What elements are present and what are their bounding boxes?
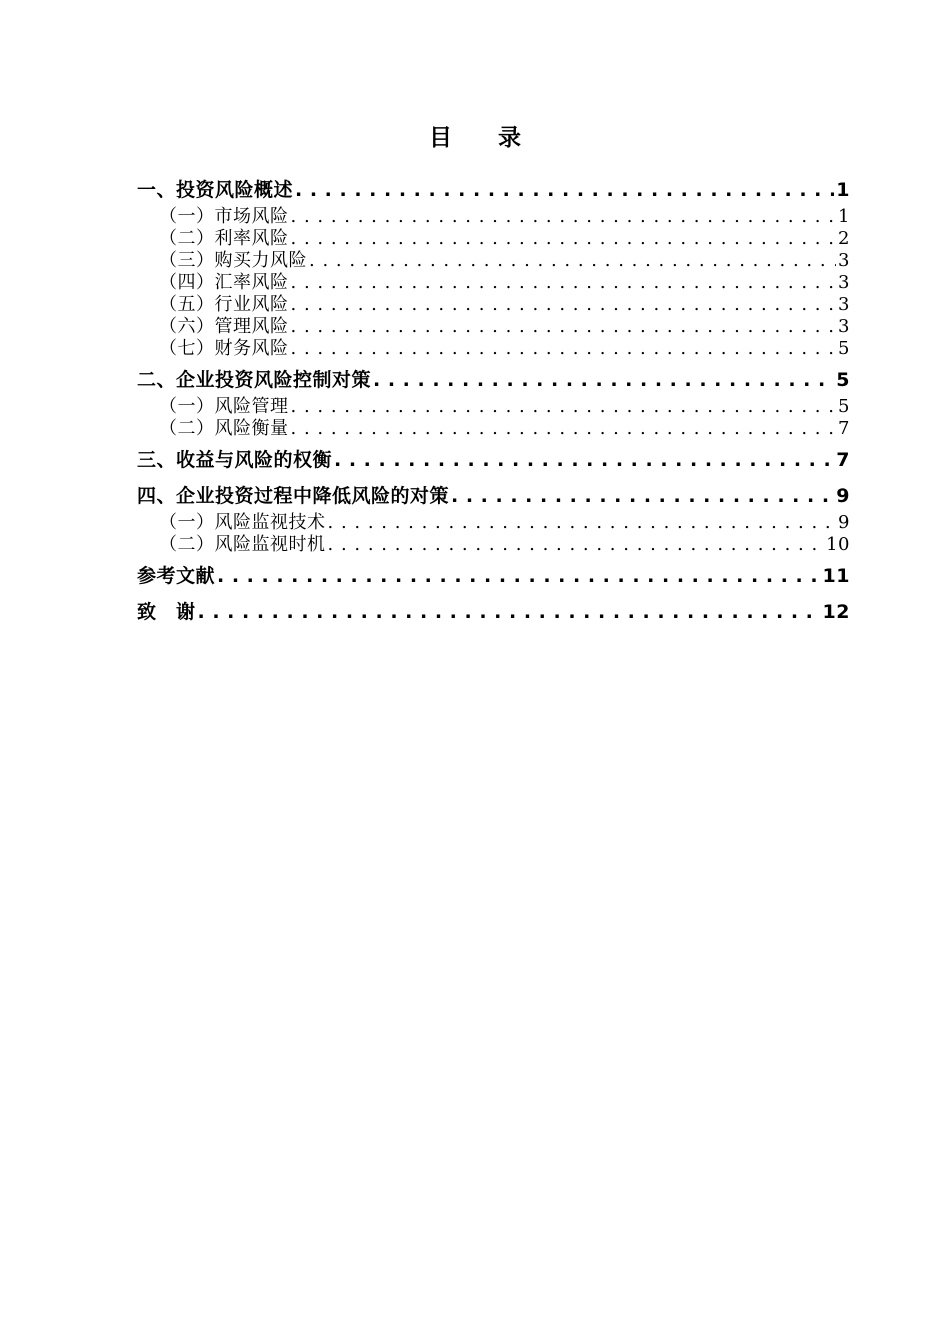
- toc-entry[interactable]: [137, 272, 850, 294]
- toc-entry[interactable]: [137, 396, 850, 418]
- toc-entry-label: 一、投资风险概述: [137, 179, 294, 201]
- toc-entry-label: （五）行业风险: [159, 294, 289, 315]
- toc-entry[interactable]: [137, 364, 850, 396]
- dot-leader: [217, 560, 821, 592]
- toc-entry[interactable]: [137, 534, 850, 556]
- dot-leader: [291, 294, 837, 316]
- toc-entry[interactable]: [137, 560, 850, 592]
- dot-leader: [295, 174, 834, 206]
- toc-entry-page: 1: [838, 206, 850, 227]
- dot-leader: [328, 534, 825, 556]
- toc-entry-page: 11: [822, 565, 850, 587]
- dot-leader: [334, 444, 834, 476]
- table-of-contents: [137, 174, 850, 628]
- toc-entry[interactable]: [137, 444, 850, 476]
- toc-entry-label: （七）财务风险: [159, 338, 289, 359]
- toc-entry-page: 7: [836, 449, 850, 471]
- toc-entry-label: （一）风险监视技术: [159, 512, 326, 533]
- toc-entry-page: 3: [838, 316, 850, 337]
- dot-leader: [309, 250, 836, 272]
- toc-entry-label: （二）利率风险: [159, 228, 289, 249]
- toc-entry[interactable]: [137, 250, 850, 272]
- toc-entry-page: 9: [838, 512, 850, 533]
- toc-title: 目录: [429, 124, 567, 151]
- toc-entry-label: （四）汇率风险: [159, 272, 289, 293]
- toc-entry[interactable]: [137, 596, 850, 628]
- dot-leader: [291, 316, 837, 338]
- toc-entry[interactable]: [137, 294, 850, 316]
- toc-entry-page: 5: [836, 369, 850, 391]
- dot-leader: [291, 228, 837, 250]
- toc-entry[interactable]: [137, 174, 850, 206]
- toc-entry-page: 3: [838, 272, 850, 293]
- toc-entry-label: （一）市场风险: [159, 206, 289, 227]
- toc-entry-page: 10: [826, 534, 850, 555]
- toc-entry-page: 12: [822, 601, 850, 623]
- dot-leader: [291, 206, 837, 228]
- dot-leader: [291, 338, 837, 360]
- toc-entry[interactable]: [137, 418, 850, 440]
- dot-leader: [198, 596, 821, 628]
- toc-entry-label: （六）管理风险: [159, 316, 289, 337]
- toc-entry-page: 1: [836, 179, 850, 201]
- toc-entry-label: 二、企业投资风险控制对策: [137, 369, 372, 391]
- toc-entry-page: 7: [838, 418, 850, 439]
- toc-entry-label: 致 谢: [137, 601, 196, 623]
- toc-entry[interactable]: [137, 480, 850, 512]
- toc-entry[interactable]: [137, 512, 850, 534]
- dot-leader: [451, 480, 834, 512]
- toc-entry-page: 3: [838, 250, 850, 271]
- toc-entry-page: 5: [838, 396, 850, 417]
- toc-entry[interactable]: [137, 338, 850, 360]
- toc-entry[interactable]: [137, 206, 850, 228]
- dot-leader: [291, 396, 837, 418]
- toc-entry-label: 三、收益与风险的权衡: [137, 449, 333, 471]
- dot-leader: [373, 364, 834, 396]
- toc-entry-page: 3: [838, 294, 850, 315]
- dot-leader: [291, 272, 837, 294]
- toc-entry-page: 2: [838, 228, 850, 249]
- toc-entry-page: 9: [836, 485, 850, 507]
- toc-entry-page: 5: [838, 338, 850, 359]
- toc-entry-label: 参考文献: [137, 565, 216, 587]
- toc-entry[interactable]: [137, 228, 850, 250]
- toc-entry-label: 四、企业投资过程中降低风险的对策: [137, 485, 450, 507]
- toc-entry-label: （一）风险管理: [159, 396, 289, 417]
- toc-entry[interactable]: [137, 316, 850, 338]
- dot-leader: [328, 512, 837, 534]
- toc-entry-label: （二）风险监视时机: [159, 534, 326, 555]
- toc-entry-label: （三）购买力风险: [159, 250, 307, 271]
- toc-entry-label: （二）风险衡量: [159, 418, 289, 439]
- dot-leader: [291, 418, 837, 440]
